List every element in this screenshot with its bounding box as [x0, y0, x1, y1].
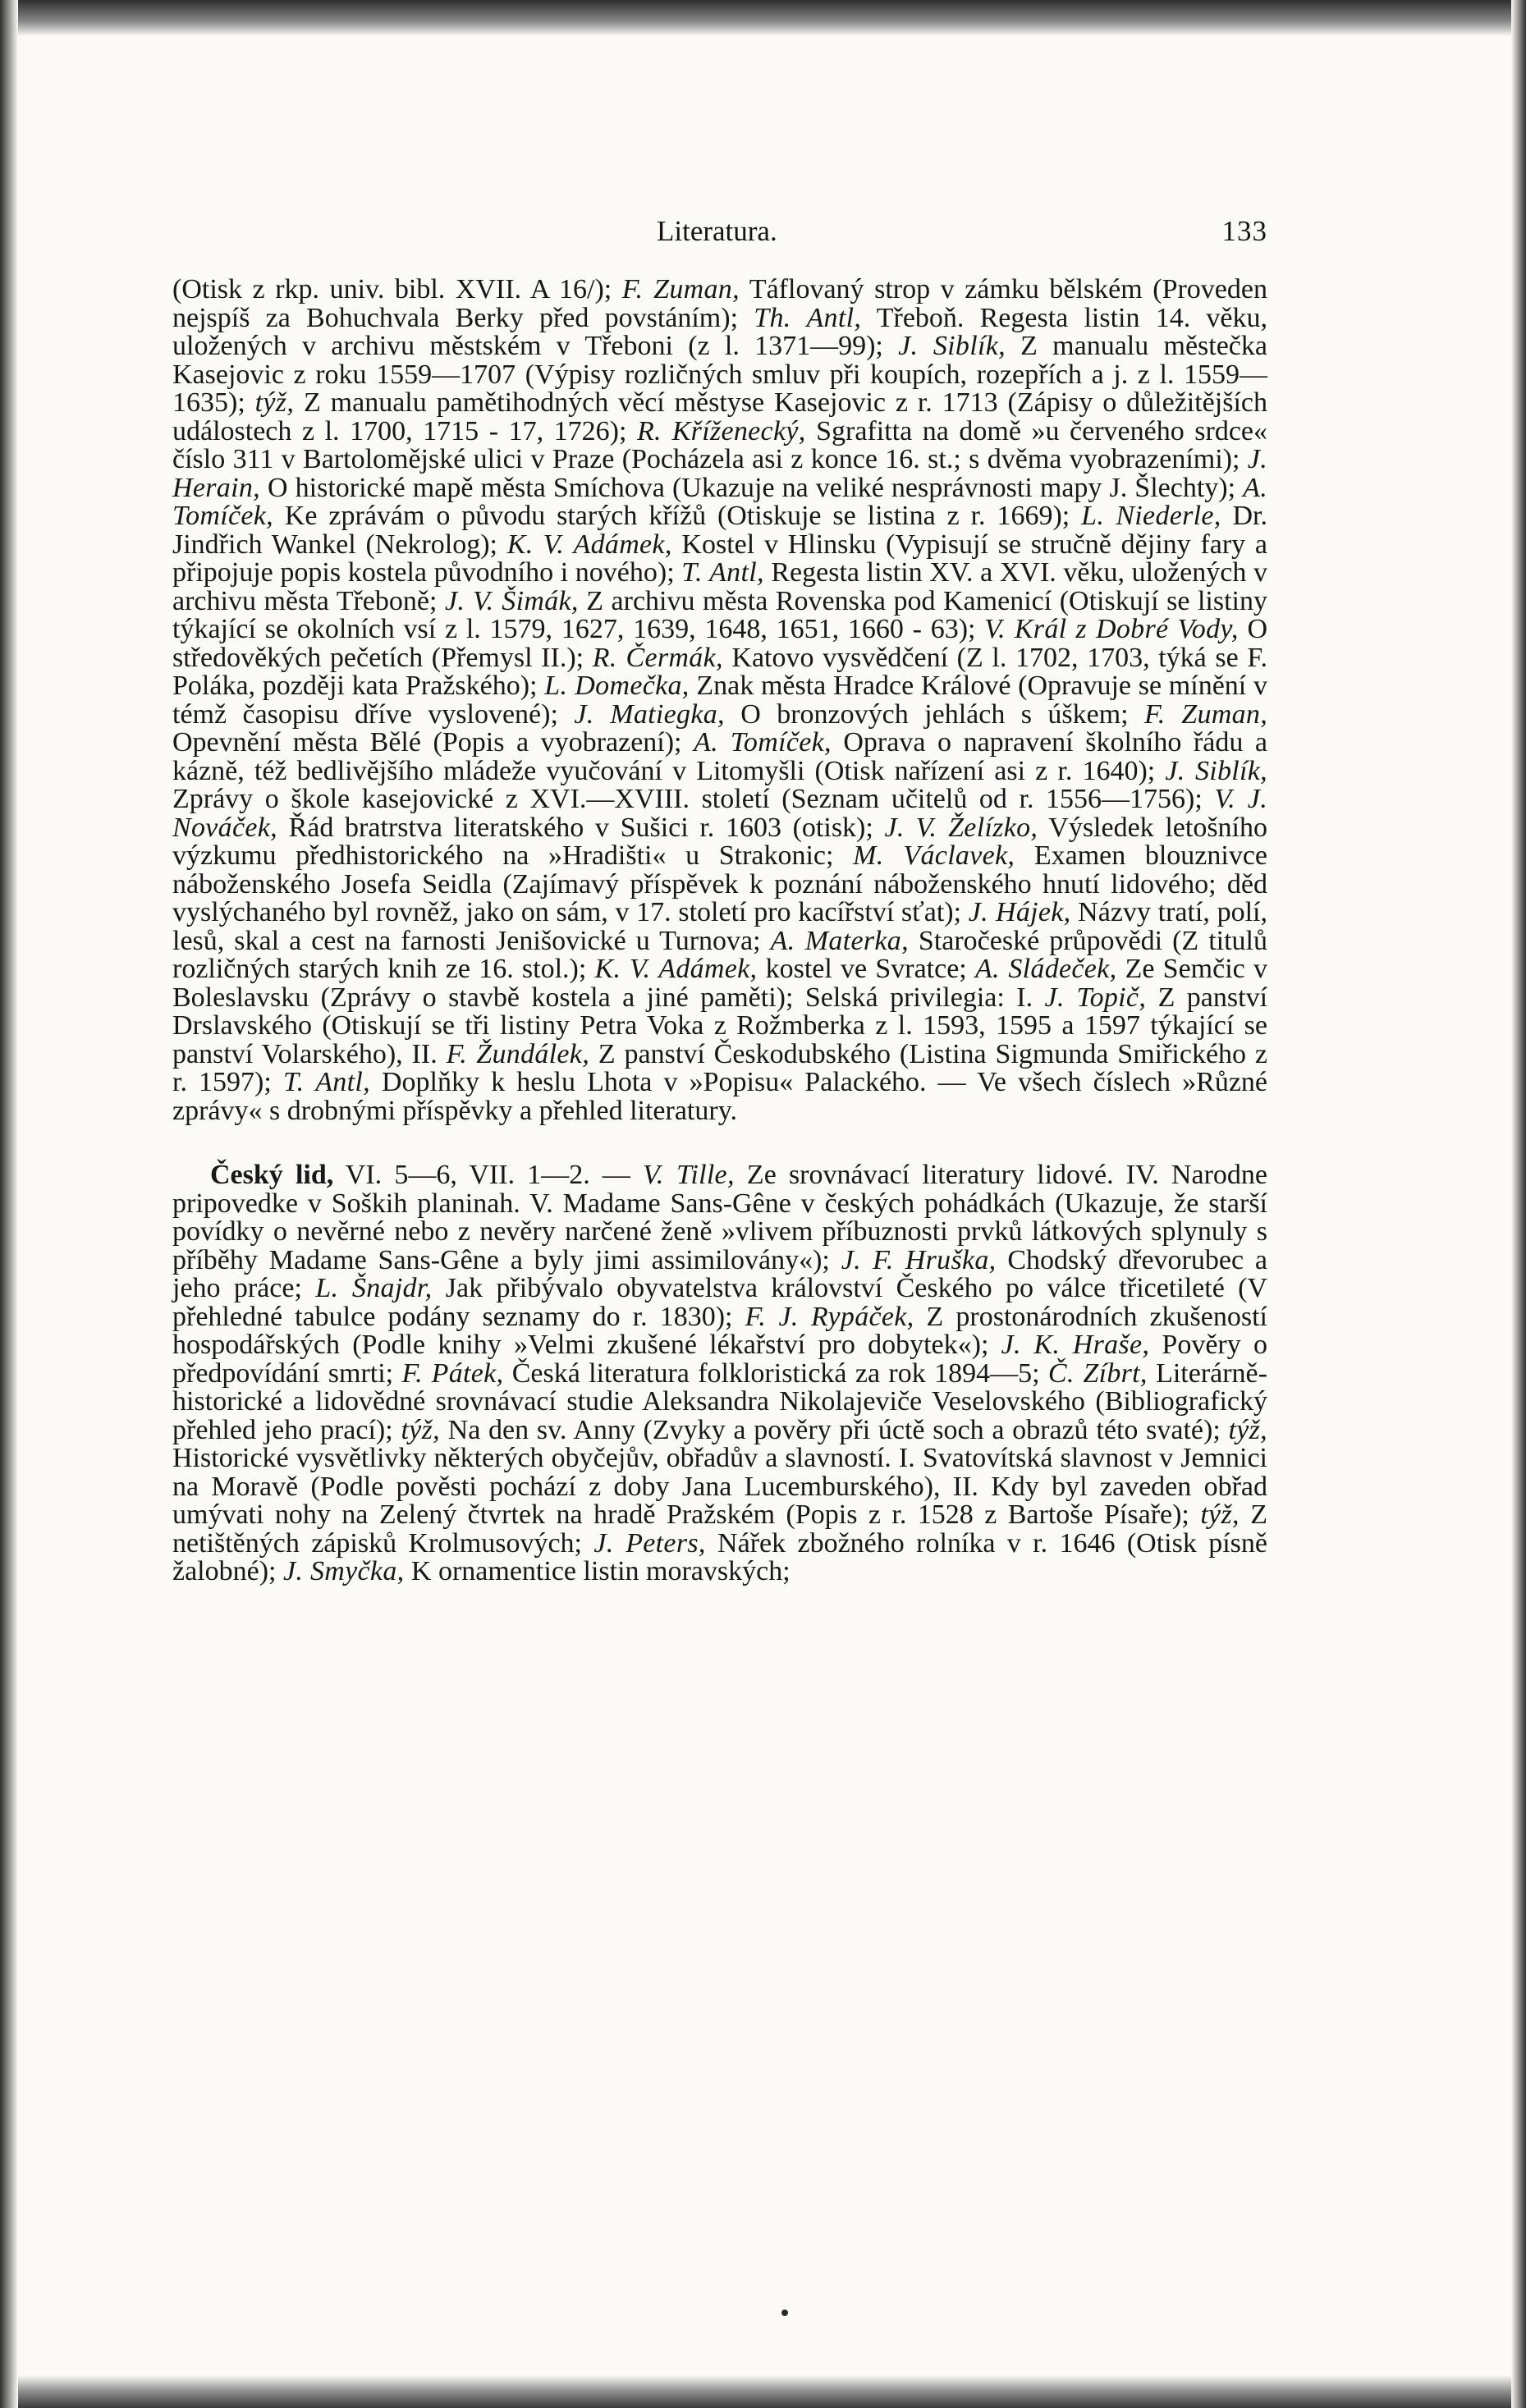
- author-name: Č. Zíbrt,: [1047, 1357, 1148, 1389]
- author-name: F. Zuman,: [1144, 698, 1267, 730]
- author-name: L. Niederle,: [1081, 501, 1221, 531]
- text-run: Z panství Drslavského (Otiskují se tři listiny Petra Voka z Rožmberka z l. 1593, 1595 a 1597 týkající se panství Volarského), II.: [172, 982, 1268, 1069]
- text-run: Kostel v Hlinsku (Vypisují se stručně dějiny fary a připojuje popis kostela původního i nového);: [172, 529, 1267, 588]
- author-name: K. V. Adámek,: [506, 529, 672, 560]
- author-name: týž,: [1228, 1414, 1267, 1445]
- author-name: V. J. Nováček,: [172, 784, 1267, 843]
- author-name: J. Hájek,: [968, 897, 1071, 927]
- author-name: J. K. Hraše,: [1001, 1330, 1150, 1360]
- author-name: K. V. Adámek,: [594, 954, 758, 984]
- author-name: A. Materka,: [770, 925, 909, 956]
- text-run: Z archivu města Rovenska pod Kamenicí (Otiskují se listiny týkající se okolních vsí z l. 1579, 1627, 1639, 1648, 1651, 1660 - 63);: [172, 585, 1267, 644]
- text-run: Z manualu pamětihodných věcí městyse Kasejovic z r. 1713 (Zápisy o důležitějších událostech z l. 1700, 1715 - 17, 1726);: [172, 387, 1267, 446]
- author-name: J. Siblík,: [898, 331, 1006, 361]
- ink-speck: [781, 2310, 788, 2316]
- text-run: Česká literatura folkloristická za rok 1894—5;: [503, 1357, 1048, 1389]
- text-run: Sgrafitta na domě »u červeného srdce« číslo 311 v Bartolomějské ulici v Praze (Pocházela asi z konce 16. st.; s dvěma vyobrazeními);: [172, 415, 1268, 474]
- author-name: F. J. Rypáček,: [745, 1301, 914, 1332]
- scan-shadow-bottom: [0, 2375, 1526, 2408]
- author-name: J. Smyčka,: [283, 1556, 405, 1586]
- text-run: Literárně-historické a lidovědné srovnávací studie Aleksandra Nikolajeviče Veselovského (Bibliografický přehled jeho prací);: [172, 1357, 1267, 1445]
- author-name: A. Tomíček,: [172, 472, 1267, 531]
- author-name: týž,: [254, 387, 295, 418]
- author-name: F. Zuman,: [621, 274, 740, 304]
- author-name: L. Šnajdr,: [315, 1273, 433, 1303]
- text-run: Historické vysvětlivky některých obyčejův, obřadův a slavností. I. Svatovítská slavnost v Jemnici na Moravě (Podle pověsti pochází z doby Jana Lucemburského), II. Kdy byl zaveden obřad umývati nohy na Zelený čtvrtek na hradě Pražském (Popis z r. 1528 z Bartoše Písaře);: [172, 1443, 1267, 1530]
- text-run: O historické mapě města Smíchova (Ukazuje na veliké nesprávnosti mapy J. Šlechty);: [259, 472, 1244, 503]
- running-title: Literatura.: [657, 215, 777, 247]
- text-run: Regesta listin XV. a XVI. věku, uložených v archivu města Třeboně;: [172, 557, 1267, 616]
- text-run: (Otisk z rkp. univ. bibl. XVII. A 16/);: [172, 274, 622, 304]
- text-run: Z netištěných zápisků Krolmusových;: [172, 1499, 1267, 1559]
- author-name: M. Václavek,: [853, 840, 1015, 871]
- text-run: O bronzových jehlách s úškem;: [724, 698, 1145, 730]
- author-name: J. Matiegka,: [574, 698, 725, 730]
- text-run: Oprava o napravení školního řádu a kázně, též bedlivějšího mládeže vyučování v Litomyšli (Otisk nařízení asi z r. 1640);: [172, 727, 1267, 786]
- author-name: F. Žundálek,: [446, 1038, 590, 1069]
- author-name: týž,: [401, 1414, 440, 1445]
- text-run: Pověry o předpovídání smrti;: [172, 1330, 1267, 1389]
- author-name: J. V. Želízko,: [884, 812, 1038, 843]
- text-run: Doplňky k heslu Lhota v »Popisu« Palackého. — Ve všech číslech »Různé zprávy« s drobnými příspěvky a přehled literatury.: [172, 1067, 1268, 1126]
- author-name: Th. Antl,: [754, 302, 862, 333]
- author-name: T. Antl,: [282, 1067, 370, 1097]
- page-number: 133: [1221, 215, 1267, 247]
- text-run: Jak přibývalo obyvatelstva království Českého po válce třicetileté (V přehledné tabulce podány seznamy do r. 1830);: [172, 1273, 1267, 1332]
- page-body: [172, 276, 1267, 1586]
- author-name: J. Siblík,: [1165, 755, 1267, 786]
- scan-shadow-right: [1511, 0, 1526, 2408]
- text-run: Chodský dřevorubec a jeho práce;: [172, 1244, 1268, 1303]
- author-name: L. Domečka,: [544, 671, 690, 701]
- text-run: Z panství Českodubského (Listina Sigmunda Smiřického z r. 1597);: [172, 1038, 1268, 1097]
- text-run: Ke zprávám o původu starých křížů (Otiskuje se listina z r. 1669);: [273, 501, 1082, 531]
- text-run: Názvy tratí, polí, lesů, skal a cest na farnosti Jenišovické u Turnova;: [172, 897, 1267, 956]
- text-run: Ze Semčic v Boleslavsku (Zprávy o stavbě kostela a jiné paměti); Selská privilegia: I.: [172, 954, 1267, 1013]
- text-run: Z manualu městečka Kasejovic z roku 1559—1707 (Výpisy rozličných smluv při koupích, rozepřích a j. z l. 1559—1635);: [172, 331, 1267, 418]
- text-run: K ornamentice listin moravských;: [404, 1556, 790, 1586]
- text-run: Dr. Jindřich Wankel (Nekrolog);: [172, 501, 1268, 560]
- text-run: Řád bratrstva literatského v Sušici r. 1603 (otisk);: [277, 812, 885, 843]
- author-name: R. Čermák,: [592, 642, 723, 673]
- text-run: Opevnění města Bělé (Popis a vyobrazení);: [172, 727, 694, 758]
- author-name: J. Topič,: [1044, 982, 1147, 1013]
- scan-shadow-left: [0, 0, 18, 2408]
- text-run: Ze srovnávací literatury lidové. IV. Narodne pripovedke v Soških planinah. V. Madame Sans-Gêne v českých pohádkách (Ukazuje, že starší povídky o nevěrné nebo z nevěry narčené ženě »vlivem příbuznosti prvků látkových splynuly s příběhy Madame Sans-Gêne a byly jimi assimilovány«);: [172, 1160, 1267, 1275]
- text-run: kostel ve Svratce;: [757, 954, 975, 984]
- scan-shadow-top: [0, 0, 1526, 36]
- text-run: Z prostonárodních zkušeností hospodářských (Podle knihy »Velmi zkušené lékařství pro dobytek«);: [172, 1301, 1267, 1360]
- text-run: Nářek zbožného rolníka v r. 1646 (Otisk písně žalobné);: [172, 1527, 1267, 1586]
- running-header: [172, 215, 1267, 256]
- text-run: Examen blouznivce náboženského Josefa Seidla (Zajímavý příspěvek k poznání náboženského hnutí lidového; děd vyslýchaného byl rovněž, jako on sám, v 17. století pro kacířství sťat);: [172, 840, 1268, 927]
- text-run: Třeboň. Regesta listin 14. věku, uložených v archivu městském v Třeboni (z l. 1371—99);: [172, 302, 1267, 361]
- author-name: A. Tomíček,: [694, 727, 832, 758]
- author-name: A. Sládeček,: [974, 954, 1117, 984]
- text-run: Táflovaný strop v zámku bělském (Proveden nejspíš za Bohuchvala Berky před povstáním);: [172, 274, 1267, 333]
- author-name: J. F. Hruška,: [841, 1244, 997, 1275]
- text-run: O středověkých pečetích (Přemysl II.);: [172, 614, 1268, 673]
- author-name: J. Peters,: [593, 1527, 706, 1559]
- journal-title: Český lid,: [210, 1160, 334, 1190]
- author-name: F. Pátek,: [401, 1357, 504, 1389]
- author-name: T. Antl,: [681, 557, 764, 588]
- text-run: Zprávy o škole kasejovické z XVI.—XVIII. století (Seznam učitelů od r. 1556—1756);: [172, 784, 1215, 814]
- author-name: V. Tille,: [643, 1160, 735, 1190]
- text-run: Výsledek letošního výzkumu předhistorického na »Hradišti« u Strakonic;: [172, 812, 1267, 871]
- text-run: Katovo vysvědčení (Z l. 1702, 1703, týká se F. Poláka, později kata Pražského);: [172, 642, 1268, 701]
- paragraph-cesky-lid: [172, 1161, 1267, 1586]
- author-name: J. Herain,: [172, 444, 1267, 503]
- author-name: R. Kříženecký,: [636, 415, 806, 446]
- author-name: V. Král z Dobré Vody,: [984, 614, 1239, 644]
- text-run: Na den sv. Anny (Zvyky a pověry při úctě soch a obrazů této svaté);: [439, 1414, 1229, 1445]
- text-run: VI. 5—6, VII. 1—2. —: [333, 1160, 644, 1190]
- author-name: týž,: [1200, 1499, 1240, 1530]
- text-run: Znak města Hradce Králové (Opravuje se mínění v témž časopisu dříve vyslovené);: [172, 671, 1267, 730]
- text-run: Staročeské průpovědi (Z titulů rozličných starých knih ze 16. stol.);: [172, 925, 1267, 984]
- paragraph-literature-list: [172, 276, 1267, 1125]
- author-name: J. V. Šimák,: [444, 585, 579, 616]
